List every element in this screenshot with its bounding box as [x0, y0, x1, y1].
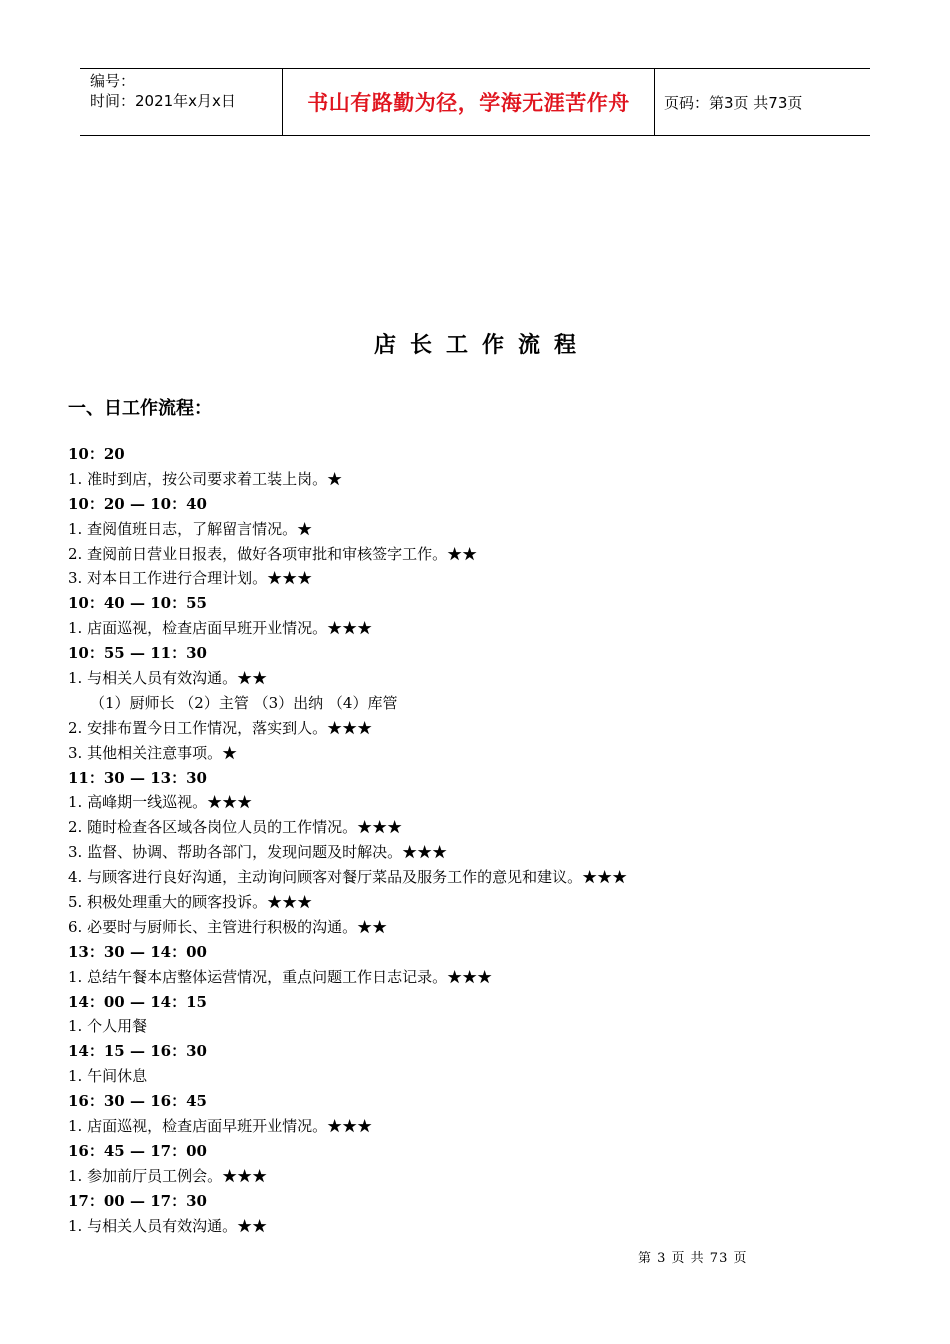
time-slot-heading: 16：45 — 17：00: [68, 1141, 207, 1160]
page-footer: 第 3 页 共 73 页: [638, 1251, 748, 1266]
page-label: 页码：第3页 共73页: [664, 93, 803, 112]
time-slot-heading: 11：30 — 13：30: [68, 768, 207, 787]
task-item: 1. 与相关人员有效沟通。★★: [68, 1216, 268, 1235]
task-item: 1. 总结午餐本店整体运营情况，重点问题工作日志记录。★★★: [68, 967, 493, 986]
task-item: 6. 必要时与厨师长、主管进行积极的沟通。★★: [68, 917, 388, 936]
task-item: 3. 监督、协调、帮助各部门，发现问题及时解决。★★★: [68, 843, 448, 862]
task-item: 2. 随时检查各区域各岗位人员的工作情况。★★★: [68, 818, 403, 837]
task-item: 3. 其他相关注意事项。★: [68, 743, 238, 762]
sub-item: （1）厨师长 （2）主管 （3）出纳 （4）库管: [90, 693, 398, 712]
motto-text: 书山有路勤为径，学海无涯苦作舟: [307, 91, 630, 115]
time-slot-heading: 13：30 — 14：00: [68, 942, 207, 961]
header-page-cell: [655, 69, 870, 135]
time-slot-heading: 14：00 — 14：15: [68, 992, 207, 1011]
task-item: 2. 安排布置今日工作情况，落实到人。★★★: [68, 718, 373, 737]
task-item: 3. 对本日工作进行合理计划。★★★: [68, 569, 313, 588]
task-item: 4. 与顾客进行良好沟通，主动询问顾客对餐厅菜品及服务工作的意见和建议。★★★: [68, 868, 628, 887]
time-slot-heading: 14：15 — 16：30: [68, 1042, 207, 1061]
task-item: 5. 积极处理重大的顾客投诉。★★★: [68, 893, 313, 912]
section-heading: 一、日工作流程：: [68, 398, 212, 419]
task-item: 1. 店面巡视，检查店面早班开业情况。★★★: [68, 1117, 373, 1136]
time-slot-heading: 10：20 — 10：40: [68, 494, 207, 513]
header-left-cell: [80, 69, 282, 135]
time-label: 时间：2021年x月x日: [90, 92, 236, 110]
task-item: 1. 高峰期一线巡视。★★★: [68, 793, 253, 812]
task-item: 1. 店面巡视，检查店面早班开业情况。★★★: [68, 619, 373, 638]
document-title: 店长工作流程: [373, 332, 590, 358]
time-slot-heading: 10：55 — 11：30: [68, 644, 207, 663]
header-motto-cell: [282, 69, 655, 135]
page-header: [80, 68, 870, 136]
task-item: 2. 查阅前日营业日报表，做好各项审批和审核签字工作。★★: [68, 544, 478, 563]
time-slot-heading: 10：20: [68, 445, 125, 463]
task-item: 1. 查阅值班日志，了解留言情况。★: [68, 519, 313, 538]
number-label: 编号：: [90, 72, 136, 90]
task-item: 1. 与相关人员有效沟通。★★: [68, 669, 268, 688]
task-item: 1. 准时到店，按公司要求着工装上岗。★: [68, 469, 343, 488]
time-slot-heading: 16：30 — 16：45: [68, 1092, 207, 1111]
workflow-list: [68, 442, 888, 1239]
time-slot-heading: 17：00 — 17：30: [68, 1191, 207, 1210]
task-item: 1. 个人用餐: [68, 1017, 148, 1036]
time-slot-heading: 10：40 — 10：55: [68, 594, 207, 613]
task-item: 1. 参加前厅员工例会。★★★: [68, 1166, 268, 1185]
task-item: 1. 午间休息: [68, 1067, 148, 1086]
